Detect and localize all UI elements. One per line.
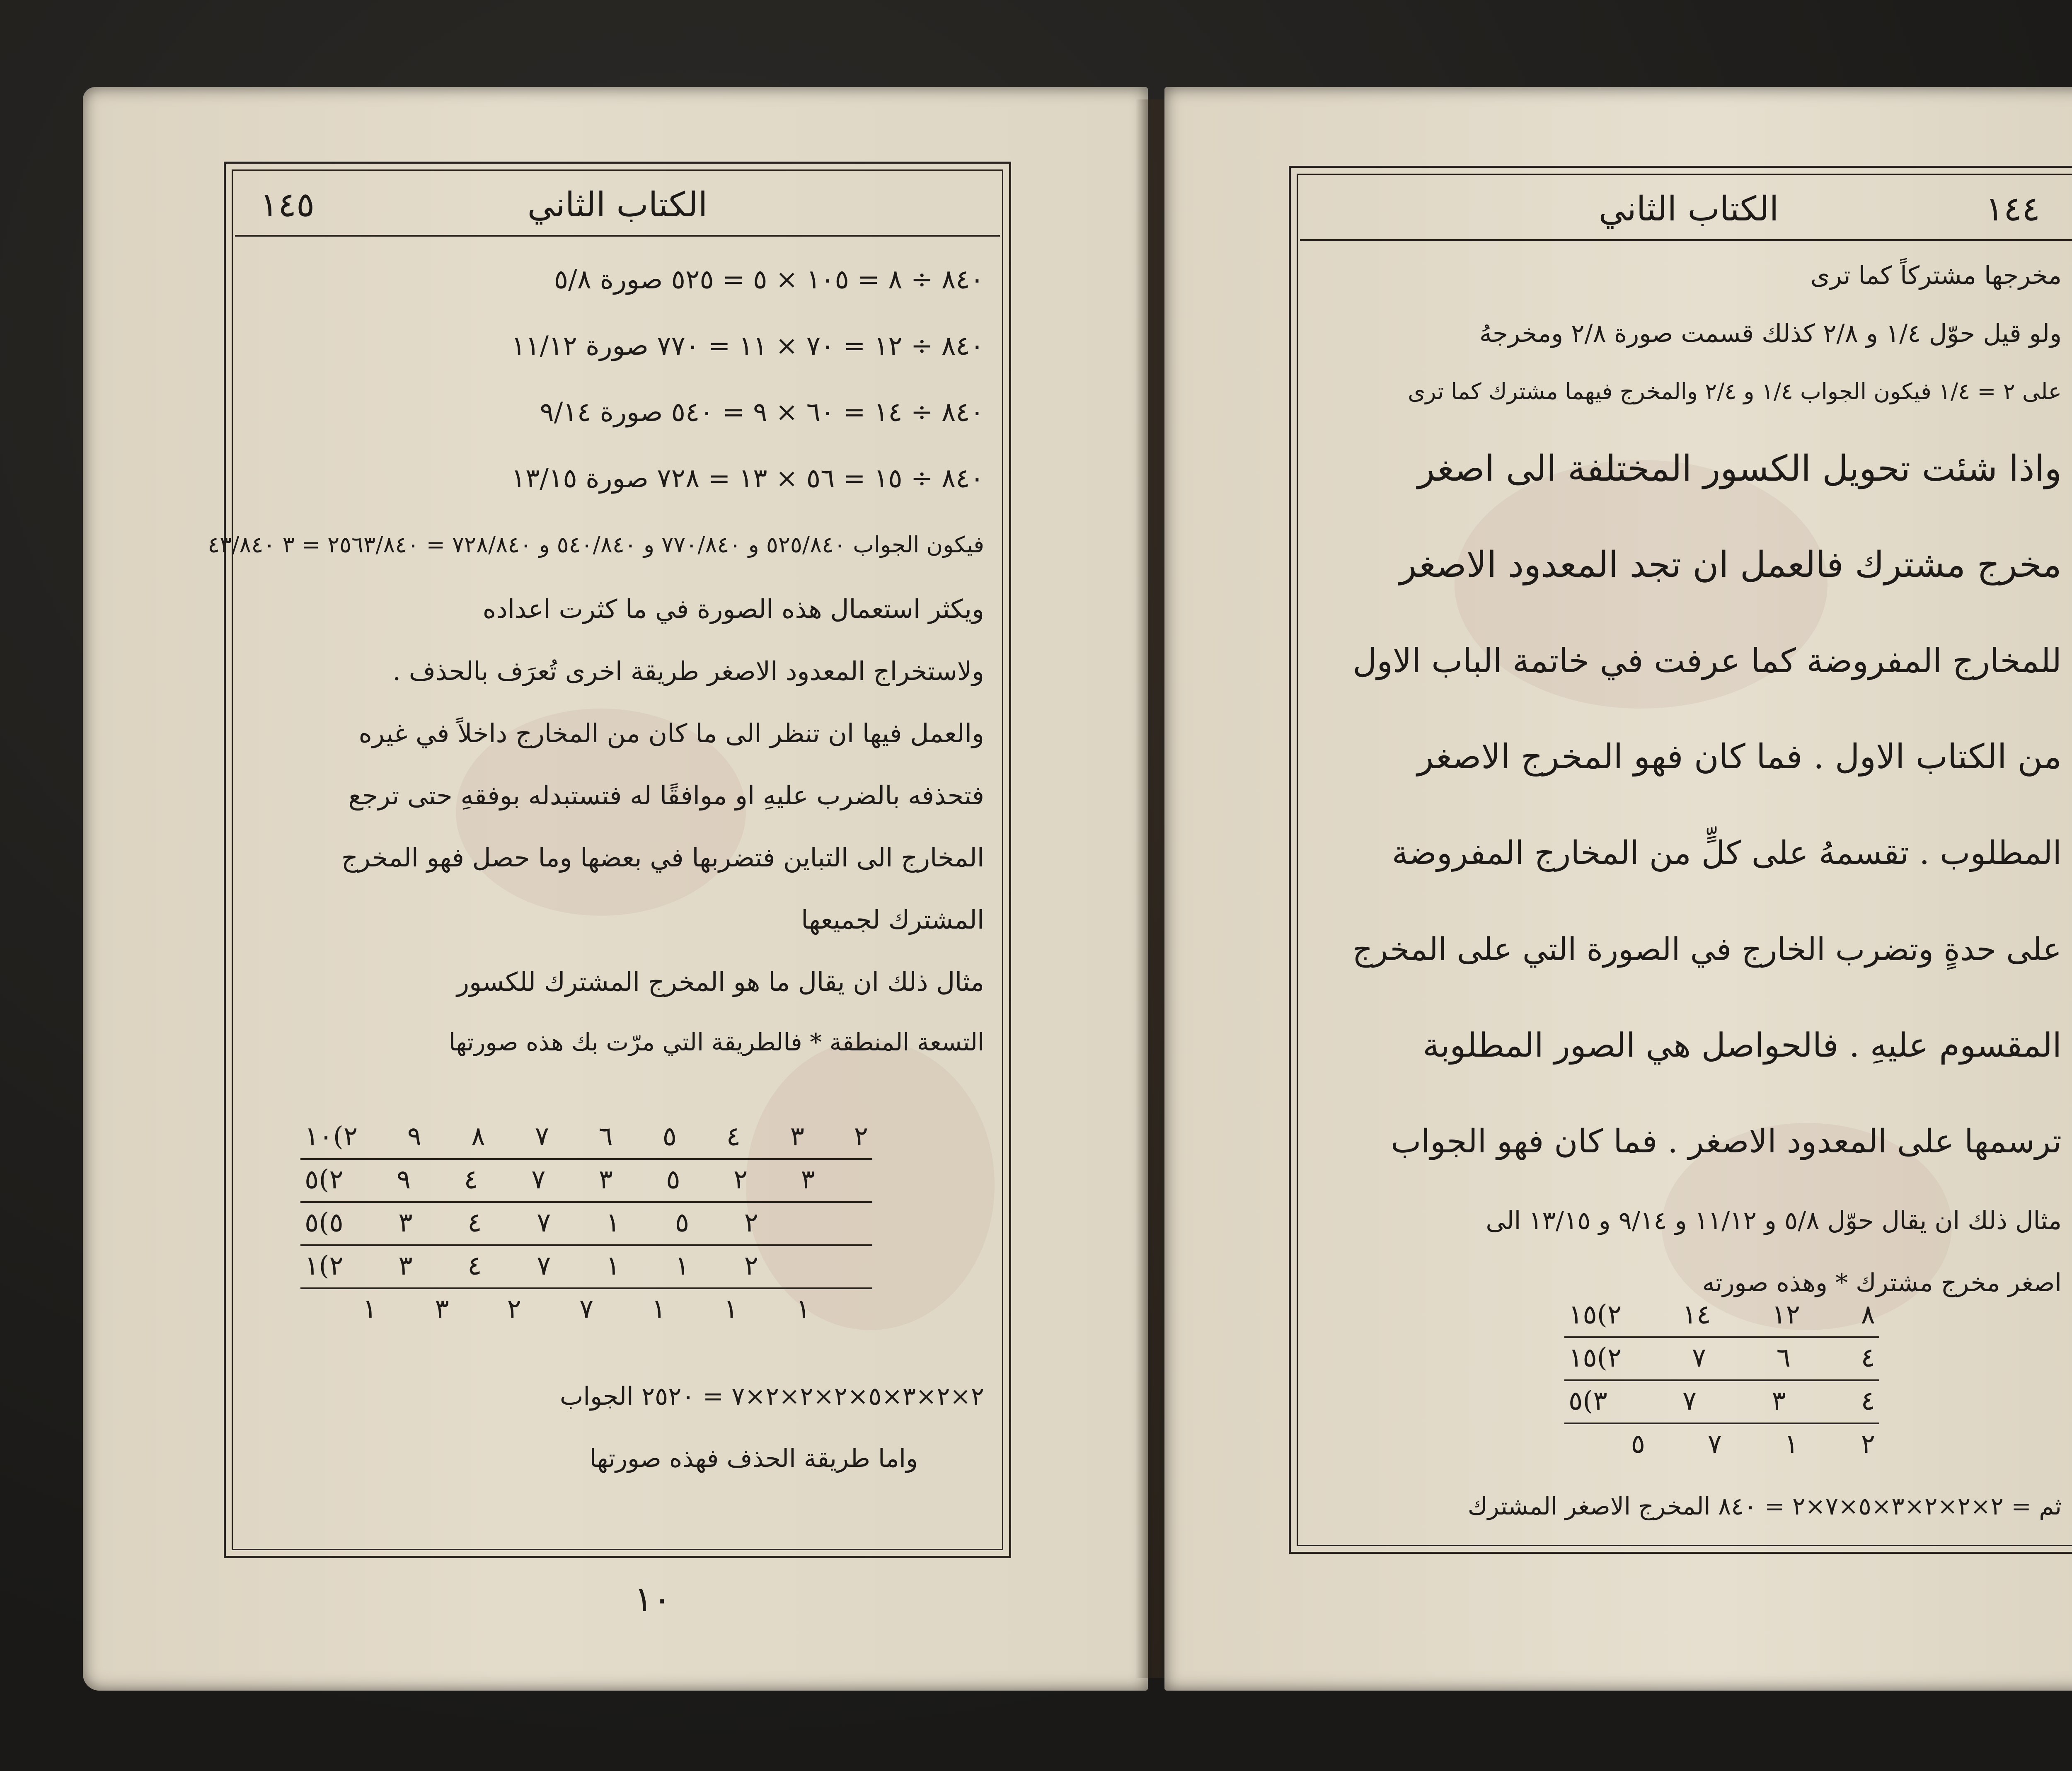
grid-cell: ٣ (398, 1207, 413, 1238)
grid-cell: ٩ (396, 1164, 411, 1195)
grid-cell: ٤ (467, 1207, 482, 1238)
grid-cell: ١ (651, 1294, 666, 1324)
right-page-running-title: الكتاب الثاني (1598, 189, 1779, 229)
text-line: ولاستخراج المعدود الاصغر طريقة اخرى تُعرَف بالحذف . (392, 656, 984, 686)
text-line: واذا شئت تحويل الكسور المختلفة الى اصغر (1417, 448, 2062, 489)
grid-cell: ١ (1784, 1429, 1798, 1459)
grid-cell: ٧ (1692, 1343, 1706, 1373)
right-page-result (1312, 1481, 2062, 1531)
grid-cell: ٣ (398, 1251, 413, 1281)
right-division-grid (1564, 1295, 1879, 1477)
grid-cell: ٤ (1861, 1386, 1875, 1416)
grid-cell: ٧ (531, 1164, 546, 1195)
grid-cell: ٤ (726, 1121, 741, 1152)
result-line: ثم = ٢×٢×٢×٣×٥×٧×٢ = ٨٤٠ المخرج الاصغر المشترك (1467, 1492, 2062, 1520)
answer-line: فيكون الجواب ٥٢٥/٨٤٠ و ٧٧٠/٨٤٠ و ٥٤٠/٨٤٠ و ٧٢٨/٨٤٠ = ٢٥٦٣/٨٤٠ = ٣ ٤٣/٨٤٠ (208, 532, 984, 558)
text-line: التسعة المنطقة * فالطريقة التي مرّت بك هذه صورتها (448, 1028, 984, 1056)
grid-cell: ٢ (744, 1207, 758, 1238)
grid-cell: ٤ (1861, 1343, 1875, 1373)
grid-cell: ٧ (536, 1207, 551, 1238)
grid-cell: ٩ (407, 1121, 422, 1152)
text-line: المقسوم عليهِ . فالحواصل هي الصور المطلوبة (1423, 1026, 2062, 1065)
text-line: ولو قيل حوّل ١/٤ و ٢/٨ كذلك قسمت صورة ٢/٨ ومخرجهُ (1479, 319, 2062, 348)
grid-row (1564, 1295, 1879, 1335)
text-line: المخارج الى التباين فتضربها في بعضها وما حصل فهو المخرج (341, 842, 984, 873)
grid-cell: ٤ (464, 1164, 478, 1195)
grid-cell: ٣ (801, 1164, 815, 1195)
grid-cell: ٢)١ (305, 1251, 344, 1281)
grid-cell: ٥ (662, 1121, 677, 1152)
grid-cell: ٣ (1772, 1386, 1786, 1416)
text-line: المطلوب . تقسمهُ على كلٍّ من المخارج المفروضة (1392, 835, 2062, 872)
grid-cell: ٥ (666, 1164, 680, 1195)
grid-cell: ٣ (435, 1294, 449, 1324)
grid-cell: ٣)٥ (1569, 1386, 1607, 1416)
right-page-body (1312, 247, 2062, 1314)
grid-cell: ٢ (744, 1251, 758, 1281)
grid-cell: ٥)٥ (305, 1207, 344, 1238)
grid-cell: ٣ (790, 1121, 804, 1152)
example-line: اصغر مخرج مشترك * وهذه صورته (1702, 1268, 2062, 1297)
text-line: من الكتاب الاول . فما كان فهو المخرج الاصغر (1417, 737, 2062, 777)
equation-line: ٨٤٠ ÷ ١٥ = ٥٦ × ١٣ = ٧٢٨ صورة ١٣/١٥ (511, 463, 984, 494)
grid-cell: ٦ (598, 1121, 613, 1152)
grid-cell: ٥ (1631, 1429, 1645, 1459)
grid-cell: ٢ (854, 1121, 868, 1152)
right-page-number: ١٤٤ (1985, 189, 2040, 229)
text-line: للمخارج المفروضة كما عرفت في خاتمة الباب الاول (1353, 641, 2062, 680)
text-line: على ٢ = ١/٤ فيكون الجواب ١/٤ و ٢/٤ والمخرج فيهما مشترك كما ترى (1408, 378, 2062, 404)
text-line: والعمل فيها ان تنظر الى ما كان من المخارج داخلاً في غيره (358, 718, 984, 748)
grid-cell: ٨ (1861, 1299, 1875, 1330)
grid-cell: ٢)١٥ (1569, 1299, 1622, 1330)
example-line: مثال ذلك ان يقال حوّل ٥/٨ و ١١/١٢ و ٩/١٤ و ١٣/١٥ الى (1486, 1206, 2062, 1235)
grid-cell: ٢ (733, 1164, 748, 1195)
grid-cell: ٢ (1861, 1429, 1875, 1459)
grid-cell: ٧ (579, 1294, 594, 1324)
left-division-grid (300, 1117, 872, 1349)
grid-row (1564, 1381, 1879, 1421)
text-line: المشترك لجميعها (801, 905, 984, 935)
right-page-frame (1289, 166, 2072, 1554)
grid-cell: ٥ (675, 1207, 690, 1238)
grid-cell: ٢ (507, 1294, 521, 1324)
grid-cell: ١٤ (1682, 1299, 1711, 1330)
left-page-running-title: الكتاب الثاني (527, 185, 708, 225)
grid-cell: ٧ (535, 1121, 549, 1152)
text-line: ويكثر استعمال هذه الصورة في ما كثرت اعداده (482, 594, 984, 624)
left-page (83, 87, 1148, 1691)
grid-cell: ٢)١٠ (305, 1121, 358, 1152)
left-page-frame (208, 162, 1011, 1558)
grid-cell: ٧ (536, 1251, 551, 1281)
right-page-header (1300, 177, 2072, 241)
grid-cell: ٧ (1707, 1429, 1722, 1459)
grid-cell: ٢)٥ (305, 1164, 344, 1195)
grid-cell: ٤ (467, 1251, 482, 1281)
grid-row (1564, 1424, 1879, 1464)
grid-row (300, 1246, 872, 1286)
closing-line: واما طريقة الحذف فهذه صورتها (589, 1444, 918, 1473)
grid-row (300, 1203, 872, 1243)
text-line: مثال ذلك ان يقال ما هو المخرج المشترك للكسور (457, 967, 984, 997)
text-line: على حدةٍ وتضرب الخارج في الصورة التي على المخرج (1352, 931, 2062, 968)
grid-cell: ٨ (471, 1121, 486, 1152)
text-line: مخرجها مشتركاً كما ترى (1810, 261, 2062, 290)
left-page-result (247, 1365, 984, 1490)
grid-cell: ١ (605, 1251, 620, 1281)
grid-row (1564, 1338, 1879, 1378)
left-page-body (208, 247, 984, 1071)
equation-line: ٨٤٠ ÷ ١٤ = ٦٠ × ٩ = ٥٤٠ صورة ٩/١٤ (540, 397, 984, 428)
text-line: مخرج مشترك فالعمل ان تجد المعدود الاصغر (1399, 544, 2062, 585)
text-line: ترسمها على المعدود الاصغر . فما كان فهو الجواب (1390, 1123, 2062, 1160)
open-book (83, 87, 2072, 1691)
grid-cell: ٣ (598, 1164, 613, 1195)
grid-cell: ١ (675, 1251, 690, 1281)
left-page-number: ١٤٥ (260, 185, 315, 225)
signature-mark: ١٠ (634, 1579, 672, 1619)
left-page-header (235, 173, 1000, 237)
grid-row (300, 1117, 872, 1156)
equation-line: ٨٤٠ ÷ ١٢ = ٧٠ × ١١ = ٧٧٠ صورة ١١/١٢ (511, 331, 984, 361)
grid-row (300, 1289, 872, 1329)
grid-cell: ١ (362, 1294, 377, 1324)
grid-cell: ٦ (1776, 1343, 1791, 1373)
grid-cell: ١ (796, 1294, 811, 1324)
grid-cell: ٧ (1682, 1386, 1697, 1416)
text-line: فتحذفه بالضرب عليهِ او موافقًا له فتستبدله بوفقهِ حتى ترجع (348, 780, 984, 810)
grid-cell: ١ (724, 1294, 738, 1324)
equation-line: ٨٤٠ ÷ ٨ = ١٠٥ × ٥ = ٥٢٥ صورة ٥/٨ (554, 264, 984, 295)
result-line: ٢×٢×٣×٥×٢×٢×٢×٧ = ٢٥٢٠ الجواب (559, 1382, 984, 1411)
grid-row (300, 1160, 872, 1200)
right-page (1164, 87, 2072, 1691)
grid-cell: ١ (605, 1207, 620, 1238)
grid-cell: ١٢ (1772, 1299, 1800, 1330)
grid-cell: ٢)١٥ (1569, 1343, 1622, 1373)
